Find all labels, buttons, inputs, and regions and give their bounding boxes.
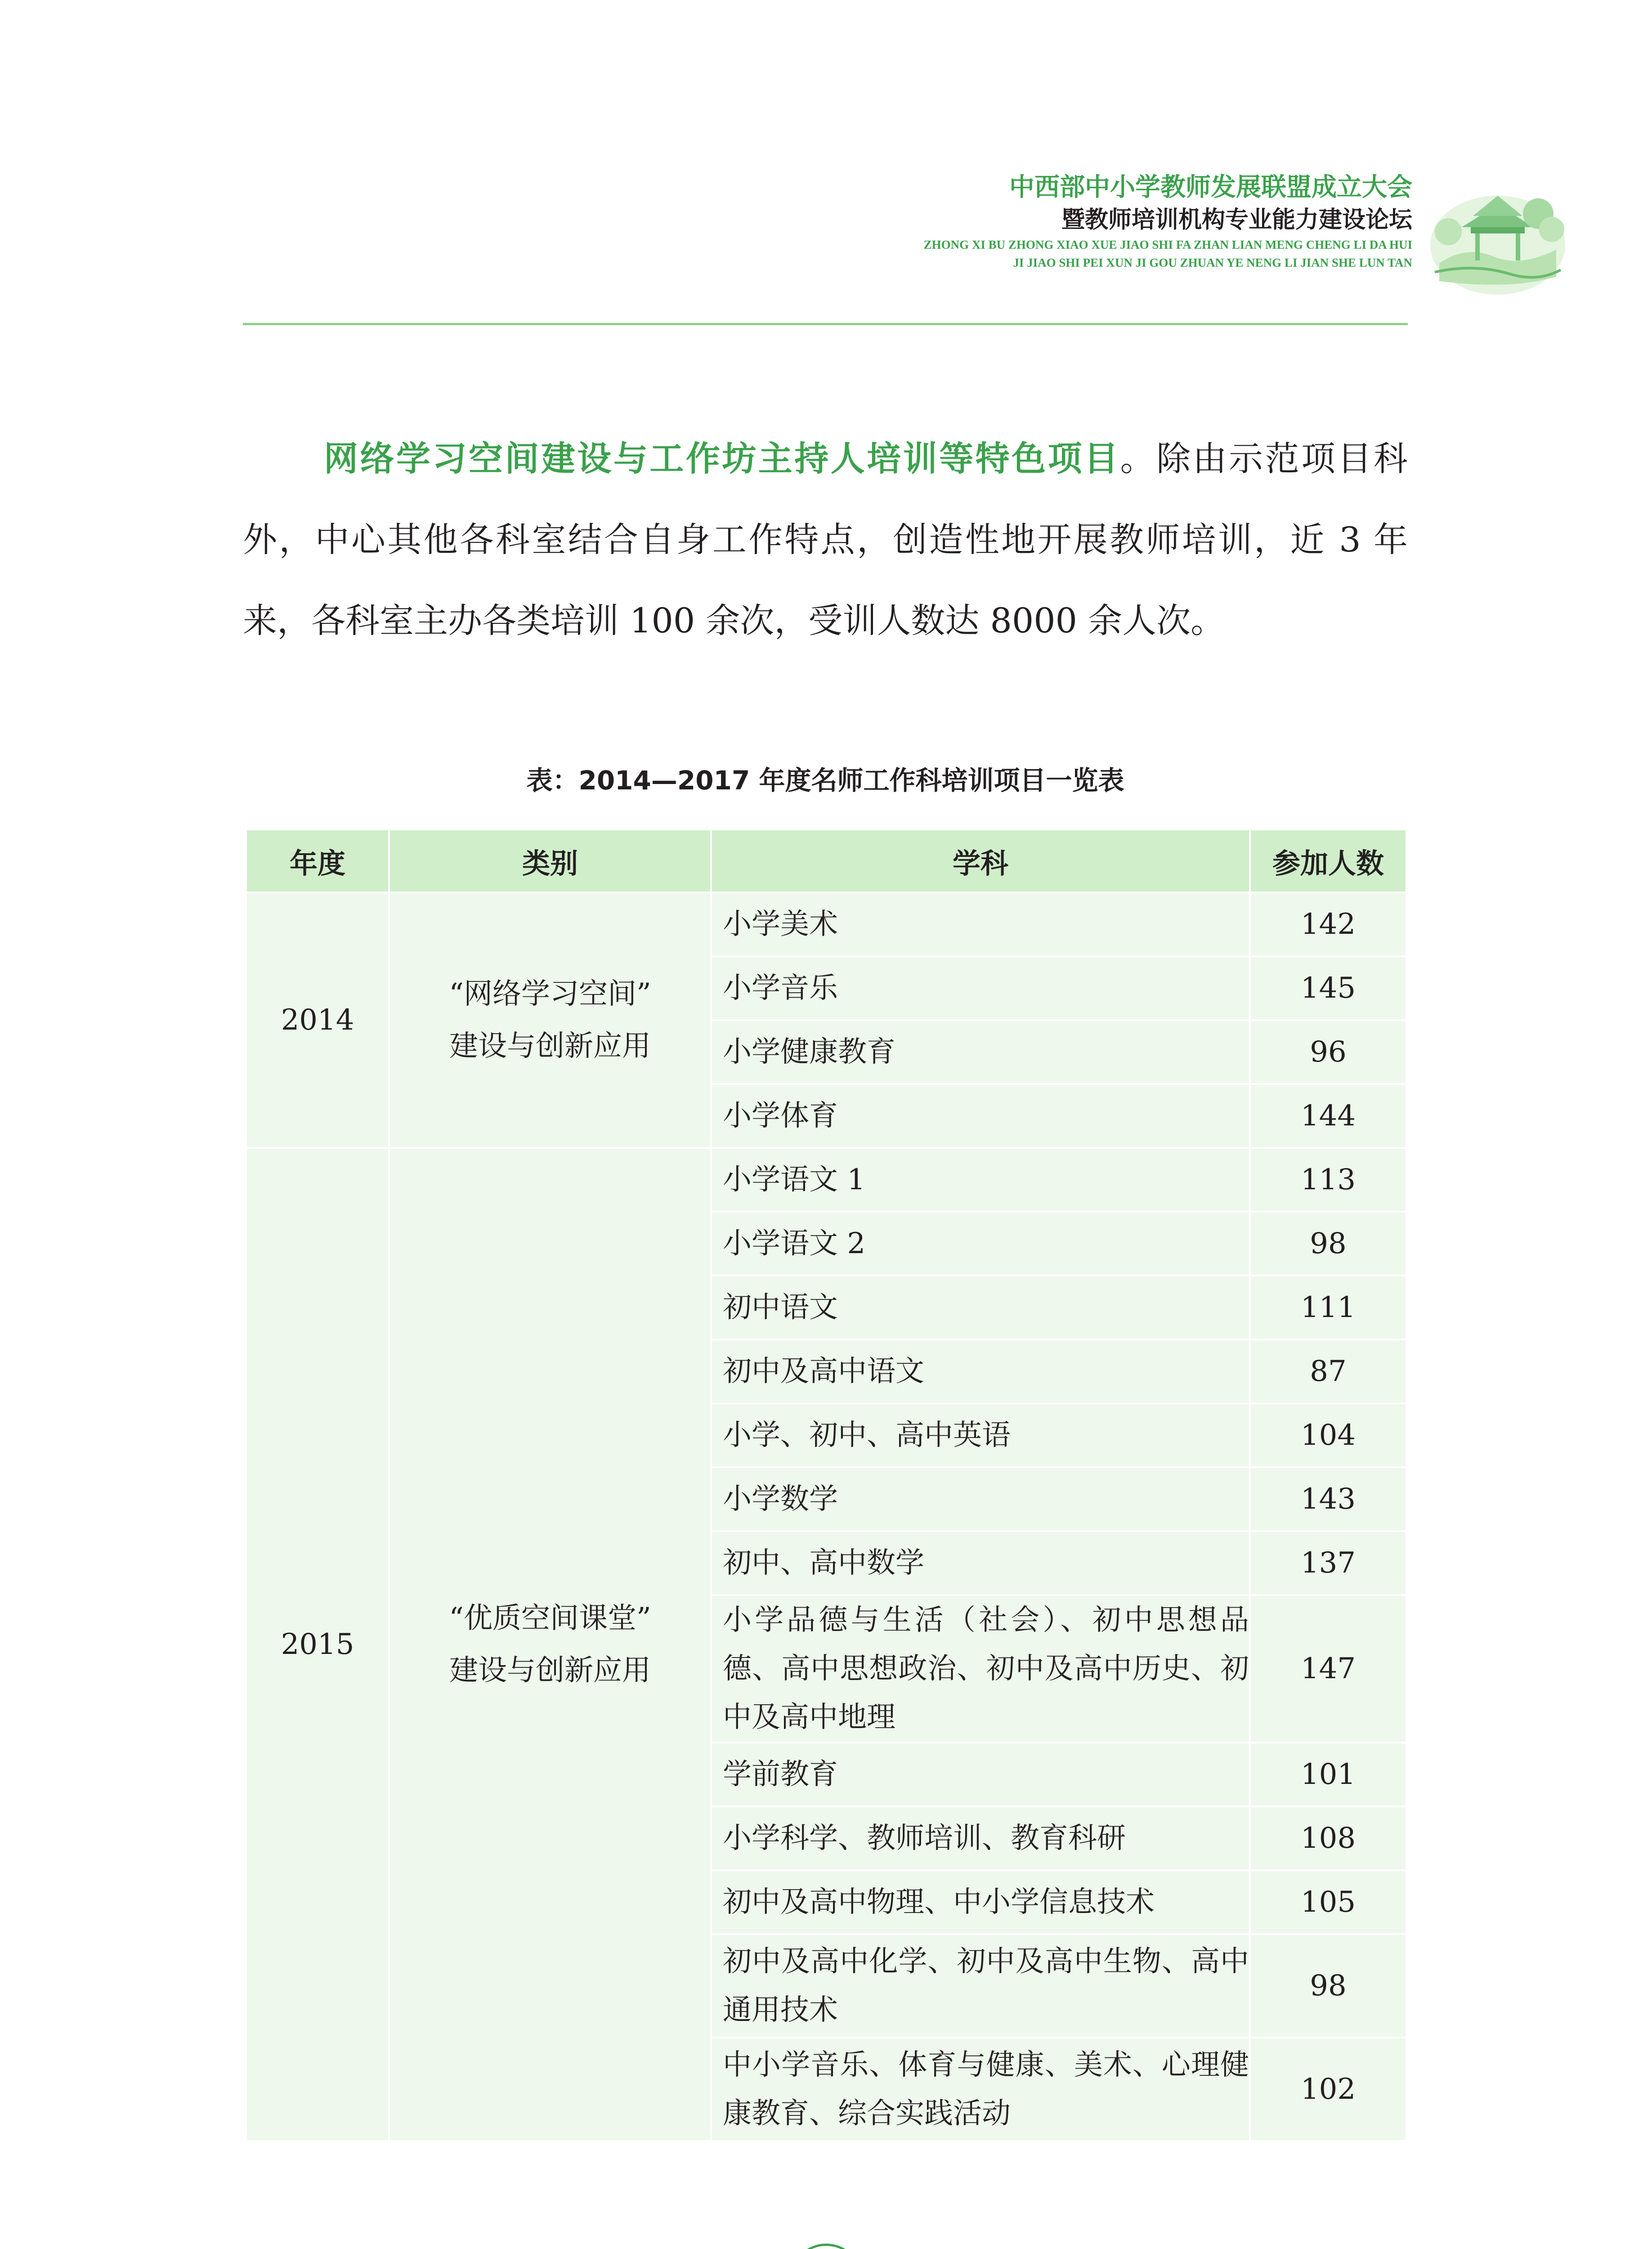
header-title-line1: 中西部中小学教师发展联盟成立大会	[1009, 173, 1412, 202]
category-line: “网络学习空间”	[449, 977, 651, 1011]
body-paragraph	[243, 418, 1408, 661]
category-line: 建设与创新应用	[449, 1654, 651, 1687]
subject-cell: 小学品德与生活（社会）、初中思想品德、高中思想政治、初中及高中历史、初中及高中地理	[711, 1595, 1250, 1743]
year-cell: 2015	[246, 1148, 389, 2141]
header-participants: 参加人数	[1250, 829, 1406, 892]
subject-cell: 初中及高中语文	[711, 1340, 1250, 1403]
participants-cell: 98	[1250, 1212, 1406, 1276]
paragraph-lead-highlight: 网络学习空间建设与工作坊主持人培训等特色项目	[324, 439, 1120, 479]
participants-cell: 105	[1250, 1870, 1406, 1934]
subject-cell: 小学音乐	[711, 956, 1250, 1020]
header-subject: 学科	[711, 829, 1250, 892]
participants-cell: 145	[1250, 956, 1406, 1020]
category-line: “优质空间课堂”	[449, 1602, 651, 1635]
participants-cell: 147	[1250, 1595, 1406, 1743]
participants-cell: 111	[1250, 1276, 1406, 1340]
subject-cell: 初中、高中数学	[711, 1531, 1250, 1595]
subject-cell: 初中语文	[711, 1276, 1250, 1340]
ink-wash-decoration	[0, 2204, 1652, 2249]
paragraph-body-text: 。除由示范项目科外，中心其他各科室结合自身工作特点，创造性地开展教师培训，近 3 年来，各科室主办各类培训 100 余次，受训人数达 8000 余人次。	[243, 439, 1408, 641]
participants-cell: 137	[1250, 1531, 1406, 1595]
participants-cell: 108	[1250, 1806, 1406, 1870]
category-cell	[389, 892, 711, 1148]
page-header	[243, 171, 1412, 272]
subject-cell: 小学语文 1	[711, 1148, 1250, 1212]
participants-cell: 144	[1250, 1084, 1406, 1148]
subject-cell: 小学美术	[711, 892, 1250, 956]
table-row	[246, 892, 1406, 956]
header-year: 年度	[246, 829, 389, 892]
header-title-line2: 暨教师培训机构专业能力建设论坛	[1061, 206, 1412, 233]
subject-cell: 中小学音乐、体育与健康、美术、心理健康教育、综合实践活动	[711, 2038, 1250, 2141]
subject-cell: 小学、初中、高中英语	[711, 1403, 1250, 1467]
subject-cell: 小学健康教育	[711, 1020, 1250, 1084]
header-pinyin-line2: JI JIAO SHI PEI XUN JI GOU ZHUAN YE NENG LI JIAN SHE LUN TAN	[1013, 256, 1412, 269]
subject-cell: 小学数学	[711, 1467, 1250, 1531]
participants-cell: 143	[1250, 1467, 1406, 1531]
year-cell: 2014	[246, 892, 389, 1148]
subject-cell: 小学科学、教师培训、教育科研	[711, 1806, 1250, 1870]
pavilion-emblem-icon	[1421, 178, 1565, 299]
participants-cell: 101	[1250, 1743, 1406, 1806]
participants-cell: 142	[1250, 892, 1406, 956]
subject-cell: 学前教育	[711, 1743, 1250, 1806]
participants-cell: 87	[1250, 1340, 1406, 1403]
participants-cell: 104	[1250, 1403, 1406, 1467]
participants-cell: 102	[1250, 2038, 1406, 2141]
table-caption: 表：2014—2017 年度名师工作科培训项目一览表	[526, 765, 1124, 796]
header-pinyin-line1: ZHONG XI BU ZHONG XIAO XUE JIAO SHI FA ZHAN LIAN MENG CHENG LI DA HUI	[923, 238, 1412, 251]
subject-cell: 初中及高中物理、中小学信息技术	[711, 1870, 1250, 1934]
header-divider	[243, 323, 1408, 325]
participants-cell: 113	[1250, 1148, 1406, 1212]
participants-cell: 96	[1250, 1020, 1406, 1084]
training-projects-table	[245, 829, 1407, 2142]
participants-cell: 98	[1250, 1934, 1406, 2038]
table-row	[246, 1148, 1406, 1212]
header-category: 类别	[389, 829, 711, 892]
subject-cell: 小学体育	[711, 1084, 1250, 1148]
table-header-row	[246, 829, 1406, 892]
subject-cell: 小学语文 2	[711, 1212, 1250, 1276]
subject-cell: 初中及高中化学、初中及高中生物、高中通用技术	[711, 1934, 1250, 2038]
category-cell	[389, 1148, 711, 2141]
category-line: 建设与创新应用	[449, 1030, 651, 1063]
